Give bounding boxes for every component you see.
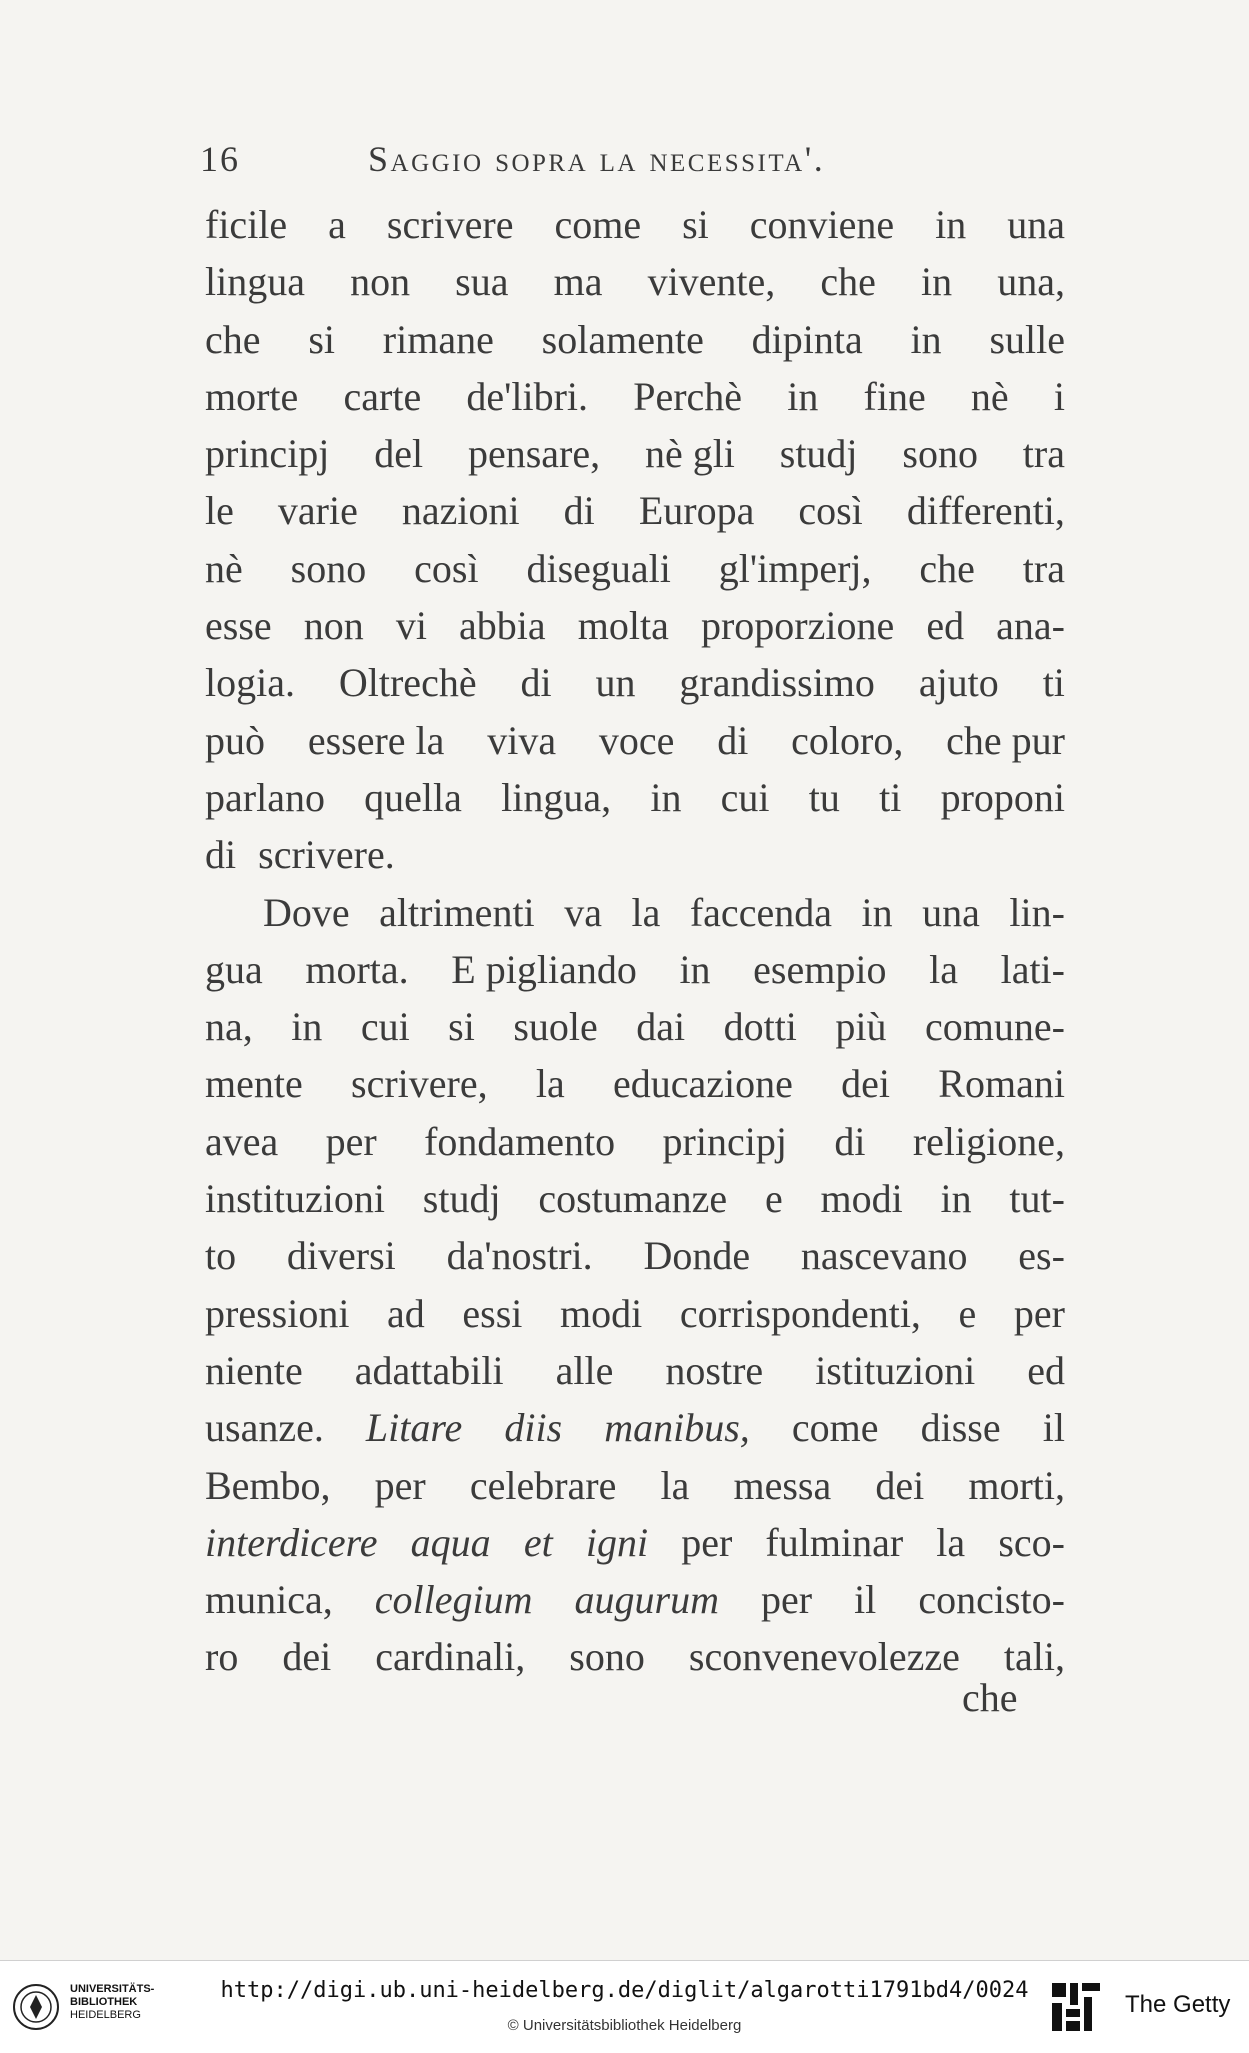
word: lingua, (501, 774, 612, 820)
word: che (205, 316, 261, 362)
word: una, (997, 259, 1065, 305)
word: lin- (1009, 889, 1065, 935)
word: rimane (382, 316, 494, 362)
word: di (520, 660, 552, 706)
word: nascevano (800, 1233, 968, 1279)
word: ana- (996, 603, 1065, 649)
word: studj (422, 1176, 501, 1222)
word: istituzioni (815, 1347, 976, 1393)
word: sulle (989, 316, 1065, 362)
text-line (205, 1170, 1065, 1227)
text-line (205, 1571, 1065, 1628)
word: grandissimo (679, 660, 875, 706)
word: modi (820, 1176, 903, 1222)
text-line (205, 1628, 1065, 1685)
page-number: 16 (200, 139, 240, 179)
word: in (650, 774, 682, 820)
running-title: Saggio sopra la necessita'. (368, 139, 826, 179)
word: igni (585, 1519, 649, 1565)
word: studj (779, 431, 858, 477)
text-line (205, 1514, 1065, 1571)
word: dei (282, 1634, 332, 1680)
word: cui (720, 774, 770, 820)
word: usanze. (205, 1405, 324, 1451)
word: il (854, 1577, 877, 1623)
text-line (205, 425, 1065, 482)
word: celebrare (469, 1462, 617, 1508)
body-text (205, 196, 1065, 1686)
text-line (205, 311, 1065, 368)
text-line (205, 1399, 1065, 1456)
word: va (564, 889, 602, 935)
text-line (205, 540, 1065, 597)
text-line (205, 253, 1065, 310)
word: nè (205, 545, 243, 591)
word: tut- (1009, 1176, 1065, 1222)
text-line (205, 654, 1065, 711)
word: aqua (410, 1519, 491, 1565)
word: faccenda (689, 889, 832, 935)
word: una (922, 889, 980, 935)
text-line (205, 1285, 1065, 1342)
word: varie (277, 488, 358, 534)
text-line (205, 482, 1065, 539)
word: per (681, 1519, 733, 1565)
word: Perchè (633, 373, 743, 419)
word: per (1013, 1290, 1065, 1336)
word: mente (205, 1061, 303, 1107)
word: in (787, 373, 819, 419)
word: pensare, (467, 431, 601, 477)
word: in (921, 259, 953, 305)
word: ro (205, 1634, 239, 1680)
word: dei (875, 1462, 925, 1508)
word: es- (1018, 1233, 1065, 1279)
word: di (563, 488, 595, 534)
word: che pur (946, 717, 1065, 763)
word: molta (577, 603, 669, 649)
word: corrispondenti, (679, 1290, 921, 1336)
word: religione, (912, 1118, 1065, 1164)
word: solamente (541, 316, 704, 362)
word: la (929, 946, 958, 992)
word: viva (487, 717, 557, 763)
word: de'libri. (466, 373, 589, 419)
word: in (861, 889, 893, 935)
text-line (205, 1113, 1065, 1170)
text-line (205, 769, 1065, 826)
word: tra (1022, 545, 1065, 591)
word: come (791, 1405, 879, 1451)
text-line (205, 1342, 1065, 1399)
word: augurum (574, 1577, 719, 1623)
word: esse (205, 603, 272, 649)
word: sco- (998, 1519, 1065, 1565)
word: Romani (938, 1061, 1065, 1107)
word: che (919, 545, 975, 591)
word: ficile (205, 202, 288, 247)
word: disse (920, 1405, 1001, 1451)
word: non (350, 259, 411, 305)
word: parlano (205, 774, 325, 820)
word: la (660, 1462, 690, 1508)
word: E pigliando (451, 946, 637, 992)
word: a (328, 202, 346, 247)
word: in (940, 1176, 972, 1222)
word: scrivere. (258, 832, 395, 878)
text-line (205, 1055, 1065, 1112)
page-header (200, 138, 1080, 188)
text-line (205, 1227, 1065, 1284)
word: proporzione (700, 603, 895, 649)
word: si (448, 1004, 475, 1050)
word: fine (863, 373, 926, 419)
word: na, (205, 1004, 253, 1050)
word: fulminar (765, 1519, 904, 1565)
text-line (205, 941, 1065, 998)
institution-line-2: BIBLIOTHEK (70, 1996, 138, 2008)
word: vi (395, 603, 427, 649)
word: ed (926, 603, 965, 649)
word: alle (555, 1347, 614, 1393)
word: ti (1042, 660, 1065, 706)
word: pressioni (205, 1290, 350, 1336)
word: instituzioni (205, 1176, 385, 1222)
word: costumanze (538, 1176, 728, 1222)
word: lingua (205, 259, 305, 305)
word: sono (290, 545, 367, 591)
word: conviene (749, 202, 895, 247)
word: di (717, 717, 749, 763)
word: nè gli (644, 431, 735, 477)
word: munica, (205, 1577, 333, 1623)
word: morti, (968, 1462, 1065, 1508)
partner-name: The Getty (1125, 1991, 1231, 2018)
word: niente (205, 1347, 303, 1393)
word: scrivere, (351, 1061, 488, 1107)
word: essi (462, 1290, 523, 1336)
word: manibus, (604, 1405, 750, 1451)
word: tu (808, 774, 840, 820)
word: ti (879, 774, 902, 820)
word: morte (205, 373, 299, 419)
word: comune- (924, 1004, 1065, 1050)
word: nazioni (401, 488, 520, 534)
word: la (936, 1519, 966, 1565)
word: come (554, 202, 642, 247)
text-line (205, 1457, 1065, 1514)
word: la (535, 1061, 565, 1107)
word: Dove (263, 889, 350, 935)
word: ajuto (918, 660, 999, 706)
word: proponi (940, 774, 1065, 820)
word: collegium (374, 1577, 533, 1623)
word: ad (387, 1290, 425, 1336)
word: cardinali, (375, 1634, 526, 1680)
permalink[interactable]: http://digi.ub.uni-heidelberg.de/diglit/algarotti1791bd4/0024 (220, 1978, 1029, 2003)
word: scrivere (386, 202, 514, 247)
word: la (631, 889, 661, 935)
word: diis (504, 1405, 563, 1451)
word: da'nostri. (446, 1233, 593, 1279)
word: sua (455, 259, 509, 305)
word: nostre (665, 1347, 764, 1393)
word: ma (553, 259, 603, 305)
word: nè (970, 373, 1009, 419)
word: in (935, 202, 967, 247)
word: di (205, 832, 237, 878)
text-line (205, 196, 1065, 253)
word: voce (598, 717, 675, 763)
word: abbia (459, 603, 546, 649)
word: principj (662, 1118, 787, 1164)
word: le (205, 488, 234, 534)
word: così (798, 488, 863, 534)
word: carte (343, 373, 422, 419)
word: ed (1027, 1347, 1065, 1393)
word: essere la (307, 717, 445, 763)
word: modi (560, 1290, 643, 1336)
word: gua (205, 946, 263, 992)
word: suole (513, 1004, 598, 1050)
word: così (414, 545, 479, 591)
word: non (303, 603, 364, 649)
word: Bembo, (205, 1462, 331, 1508)
word: educazione (613, 1061, 793, 1107)
copyright-notice: © Universitätsbibliothek Heidelberg (507, 2017, 742, 2034)
footer-bar (0, 1960, 1249, 2053)
word: to (205, 1233, 237, 1279)
word: per (760, 1577, 813, 1623)
word: altrimenti (379, 889, 535, 935)
word: vivente, (647, 259, 776, 305)
text-line (205, 826, 1065, 883)
word: e (958, 1290, 977, 1336)
word: differenti, (906, 488, 1065, 534)
text-line (205, 597, 1065, 654)
word: cui (360, 1004, 410, 1050)
institution-line-1: UNIVERSITÄTS- (70, 1983, 155, 1995)
word: morta. (305, 946, 409, 992)
text-line (205, 884, 1065, 941)
word: concisto- (918, 1577, 1065, 1623)
word: del (374, 431, 424, 477)
word: per (374, 1462, 426, 1508)
word: che (820, 259, 876, 305)
word: quella (364, 774, 462, 820)
word: il (1042, 1405, 1065, 1451)
word: fondamento (424, 1118, 616, 1164)
word: coloro, (791, 717, 904, 763)
word: gl'imperj, (718, 545, 872, 591)
word: avea (205, 1118, 279, 1164)
word: diseguali (526, 545, 671, 591)
word: si (308, 316, 335, 362)
word: sono (569, 1634, 645, 1680)
word: dotti (723, 1004, 797, 1050)
word: Donde (643, 1233, 751, 1279)
word: principj (205, 431, 330, 477)
word: messa (733, 1462, 832, 1508)
word: i (1053, 373, 1065, 419)
catchword: che (962, 1675, 1018, 1720)
word: più (835, 1004, 887, 1050)
word: in (910, 316, 942, 362)
word: sconvenevolezze (688, 1634, 960, 1680)
word: tra (1022, 431, 1065, 477)
word: Oltrechè (338, 660, 477, 706)
word: interdicere (205, 1519, 378, 1565)
word: di (834, 1118, 866, 1164)
word: in (679, 946, 711, 992)
institution-line-3: HEIDELBERG (70, 2009, 141, 2021)
getty-logo-icon (1048, 1979, 1104, 2035)
word: adattabili (354, 1347, 504, 1393)
word: una (1007, 202, 1065, 247)
word: in (291, 1004, 323, 1050)
word: può (205, 717, 265, 763)
text-line (205, 998, 1065, 1055)
word: et (523, 1519, 553, 1565)
text-line (205, 368, 1065, 425)
word: si (682, 202, 709, 247)
word: e (764, 1176, 783, 1222)
word: tali, (1003, 1634, 1065, 1680)
word: logia. (205, 660, 295, 706)
text-line (205, 712, 1065, 769)
word: diversi (286, 1233, 396, 1279)
word: per (325, 1118, 377, 1164)
word: dipinta (751, 316, 863, 362)
word: esempio (753, 946, 887, 992)
word: dai (636, 1004, 686, 1050)
word: Europa (638, 488, 755, 534)
word: Litare (365, 1405, 463, 1451)
word: un (595, 660, 636, 706)
word: dei (841, 1061, 891, 1107)
word: lati- (1000, 946, 1065, 992)
word: sono (902, 431, 978, 477)
